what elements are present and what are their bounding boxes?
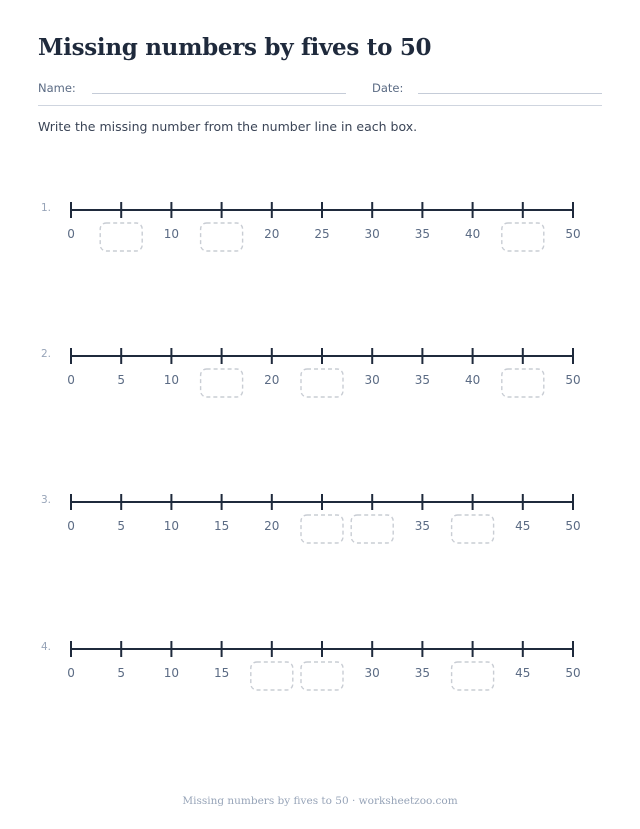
- tick-label: 50: [565, 666, 581, 680]
- tick-label: 15: [213, 519, 230, 533]
- tick-label: 10: [163, 519, 180, 533]
- answer-box[interactable]: [502, 369, 544, 397]
- tick-label: 0: [67, 227, 75, 241]
- tick-label: 40: [464, 373, 481, 387]
- tick-label: 20: [264, 373, 280, 387]
- tick-label: 5: [117, 519, 126, 533]
- tick-label: 35: [414, 227, 431, 241]
- tick-label: 20: [264, 519, 280, 533]
- tick-label: 30: [364, 666, 380, 680]
- problem-number: 3.: [41, 494, 52, 506]
- tick-label: 50: [565, 227, 581, 241]
- number-line: [67, 209, 581, 269]
- answer-box[interactable]: [251, 662, 293, 690]
- instructions: Write the missing number from the number line in each box.: [38, 119, 418, 134]
- tick-label: 10: [163, 373, 180, 387]
- tick-label: 20: [264, 227, 280, 241]
- tick-label: 0: [67, 666, 75, 680]
- tick-label: 15: [213, 666, 230, 680]
- name-label: Name:: [38, 81, 76, 95]
- tick-label: 10: [163, 666, 180, 680]
- problem-1: [0, 202, 640, 289]
- answer-box[interactable]: [452, 662, 494, 690]
- problem-number: 1.: [41, 202, 52, 214]
- tick-label: 0: [67, 519, 75, 533]
- answer-box[interactable]: [301, 662, 343, 690]
- problem-4: [0, 641, 640, 728]
- tick-label: 30: [364, 227, 380, 241]
- answer-box[interactable]: [201, 223, 243, 251]
- tick-label: 50: [565, 519, 581, 533]
- tick-label: 45: [515, 519, 531, 533]
- tick-label: 45: [515, 666, 531, 680]
- tick-label: 25: [314, 227, 330, 241]
- tick-label: 50: [565, 373, 581, 387]
- tick-label: 35: [414, 519, 431, 533]
- answer-box[interactable]: [301, 515, 343, 543]
- answer-box[interactable]: [502, 223, 544, 251]
- footer: Missing numbers by fives to 50 · worksheetzoo.com: [182, 795, 458, 807]
- tick-label: 35: [414, 373, 431, 387]
- page-title: Missing numbers by fives to 50: [38, 34, 432, 61]
- tick-label: 5: [117, 373, 126, 387]
- tick-label: 10: [163, 227, 180, 241]
- number-line: [67, 355, 581, 415]
- answer-box[interactable]: [100, 223, 142, 251]
- tick-label: 0: [67, 373, 75, 387]
- tick-label: 30: [364, 373, 380, 387]
- tick-label: 35: [414, 666, 431, 680]
- number-line: [67, 501, 581, 561]
- tick-label: 5: [117, 666, 126, 680]
- problem-number: 4.: [41, 641, 52, 653]
- date-label: Date:: [372, 81, 404, 95]
- answer-box[interactable]: [301, 369, 343, 397]
- problem-3: [0, 494, 640, 581]
- answer-box[interactable]: [452, 515, 494, 543]
- problem-2: [0, 348, 640, 435]
- problem-number: 2.: [41, 348, 52, 360]
- tick-label: 40: [464, 227, 481, 241]
- answer-box[interactable]: [201, 369, 243, 397]
- number-line: [67, 648, 581, 708]
- answer-box[interactable]: [351, 515, 393, 543]
